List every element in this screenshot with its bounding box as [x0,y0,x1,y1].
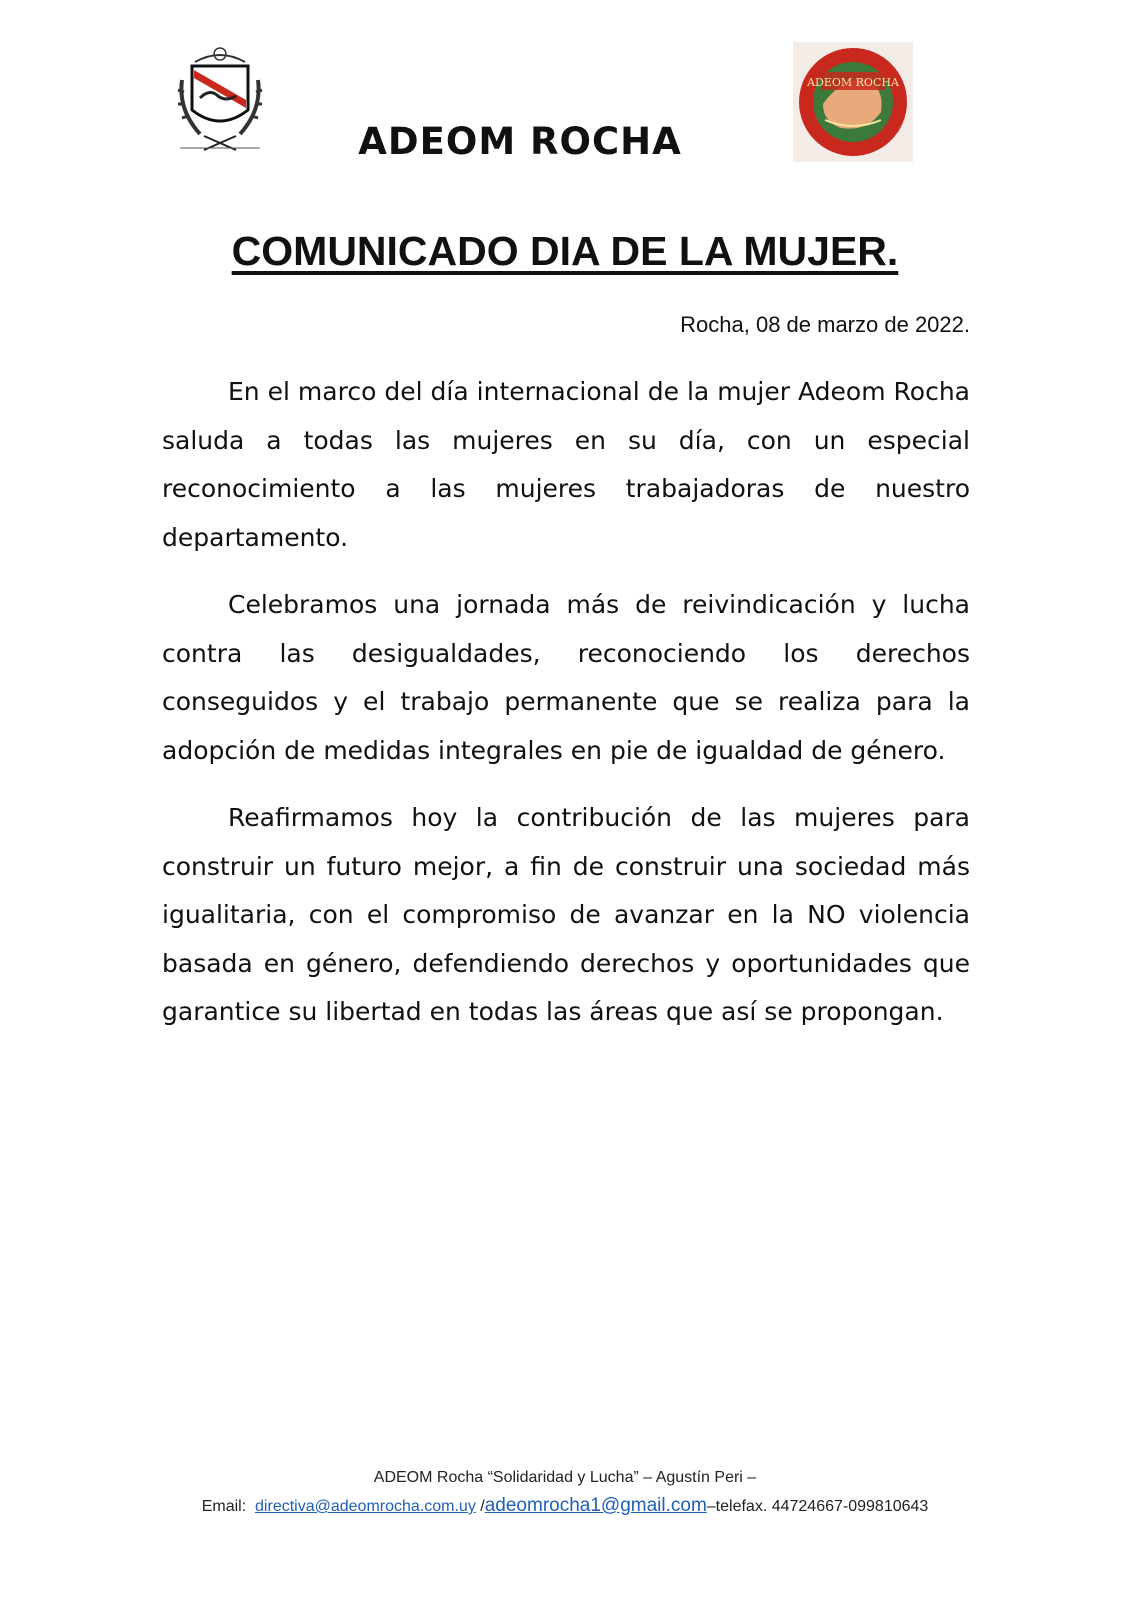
email-link-directiva[interactable]: directiva@adeomrocha.com.uy [255,1498,476,1515]
email-link-gmail[interactable]: adeomrocha1@gmail.com [484,1495,707,1516]
organization-title: ADEOM ROCHA [358,120,682,163]
document-body [162,368,970,1056]
email-label: Email: [201,1498,247,1515]
adeom-rocha-seal-icon [793,42,913,162]
footer-contact [100,1492,1030,1521]
paragraph: En el marco del día internacional de la mujer Adeom Rocha saluda a todas las mujeres en su día, con un especial reconocimiento a las mujeres trabajadoras de nuestro departamento. [162,377,970,552]
date-line: Rocha, 08 de marzo de 2022. [680,312,970,337]
rocha-coat-of-arms-icon [170,40,270,160]
footer-tagline: ADEOM Rocha “Solidaridad y Lucha” – Agustín Peri – [373,1469,757,1486]
email-separator: / [480,1498,485,1515]
document-title: COMUNICADO DIA DE LA MUJER. [231,228,899,274]
paragraph: Celebramos una jornada más de reivindicación y lucha contra las desigualdades, reconociendo los derechos conseguidos y el trabajo permanente que se realiza para la adopción de medidas integrales en pie de igualdad de género. [162,590,970,765]
footer [100,1464,1030,1521]
phone-text: –telefax. 44724667-099810643 [706,1498,929,1515]
seal-text: ADEOM ROCHA [807,76,899,89]
paragraph: Reafirmamos hoy la contribución de las mujeres para construir un futuro mejor, a fin de construir una sociedad más igualitaria, con el compromiso de avanzar en la NO violencia basada en género, defendiendo derechos y oportunidades que garantice su libertad en todas las áreas que así se propongan. [162,803,970,1026]
